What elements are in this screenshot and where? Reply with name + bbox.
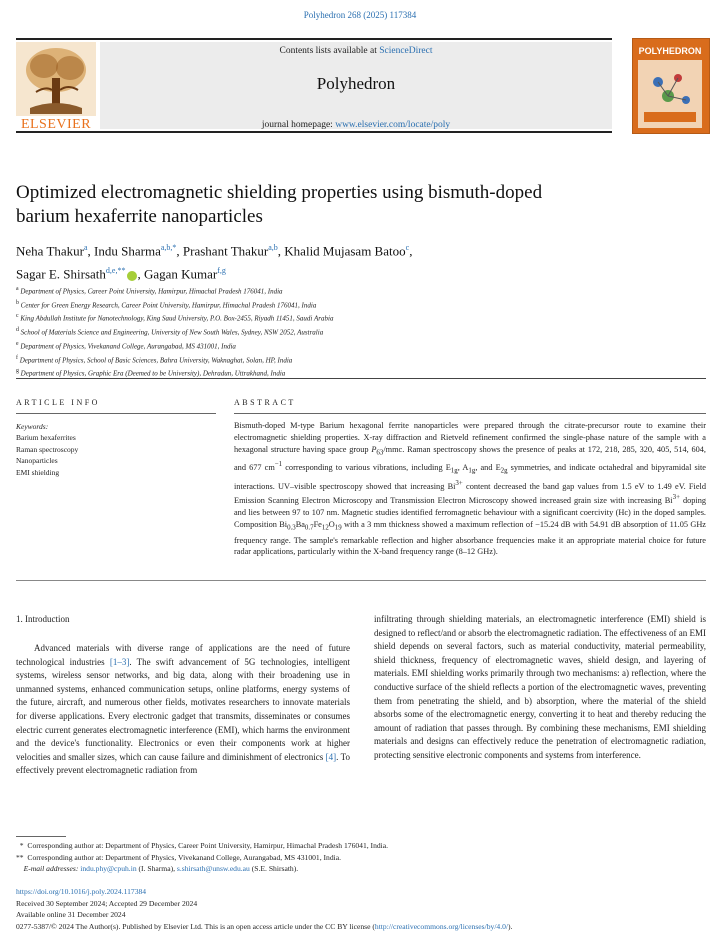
contents-prefix: Contents lists available at	[279, 46, 380, 56]
article-metadata	[16, 886, 716, 932]
author-affil-mark[interactable]: c	[405, 243, 410, 252]
section-divider	[16, 378, 706, 379]
abstract-end-divider	[16, 580, 706, 581]
abstract-rule	[234, 413, 706, 414]
orcid-icon[interactable]	[127, 271, 137, 281]
author[interactable]: Indu Sharma	[94, 243, 161, 259]
available-online: Available online 31 December 2024	[16, 910, 126, 920]
journal-cover-title: POLYHEDRON	[638, 46, 702, 56]
citation-link[interactable]: [4]	[325, 751, 337, 762]
footnote-corresponding-1: * Corresponding author at: Department of Physics, Career Point University, Hamirpur, Himachal Pradesh 176041, India.	[19, 841, 389, 850]
author-separator: ,	[137, 266, 144, 282]
title-line-1: Optimized electromagnetic shielding properties using bismuth-doped	[16, 182, 543, 203]
author-affil-mark[interactable]: f,g	[217, 266, 226, 276]
footnote-rule	[16, 836, 66, 837]
footnotes	[16, 840, 706, 875]
cover-art-icon	[638, 60, 702, 128]
sciencedirect-link[interactable]: ScienceDirect	[379, 46, 433, 56]
section-heading-introduction: 1. Introduction	[16, 614, 70, 624]
email-link[interactable]: indu.phy@cpuh.in	[80, 864, 137, 874]
affiliation: $^a$ Department of Physics, Career Point University, Hamirpur, Himachal Pradesh 176041, India	[16, 286, 283, 296]
affiliation: $^g$ Department of Physics, Graphic Era (Deemed to be University), Dehradun, Uttrakhand, India	[16, 368, 286, 378]
abstract-heading: ABSTRACT	[234, 398, 296, 407]
author-affil-mark[interactable]: a	[83, 243, 88, 252]
author-separator: ,	[87, 243, 95, 259]
keywords-list	[16, 432, 78, 478]
article-title	[16, 181, 676, 229]
affiliation: $^e$ Department of Physics, Vivekanand College, Aurangabad, MS 431001, India	[16, 340, 236, 351]
author-affil-mark[interactable]: d,e,**	[105, 266, 126, 276]
journal-homepage	[100, 120, 612, 130]
author[interactable]: Gagan Kumar	[143, 266, 218, 282]
keywords-label: Keywords:	[16, 422, 49, 431]
author[interactable]: Neha Thakur	[16, 243, 84, 259]
footnote-corresponding-2: ** Corresponding author at: Department of Physics, Vivekanand College, Aurangabad, MS 431001, India.	[16, 852, 342, 862]
header-rule-top	[16, 38, 612, 40]
author-separator: ,	[277, 243, 285, 259]
article-info-heading: ARTICLE INFO	[16, 398, 100, 407]
affiliation: $^d$ School of Materials Science and Engineering, University of New South Wales, Sydney, NSW 2052, Australia	[16, 327, 324, 337]
publisher-wordmark: ELSEVIER	[20, 117, 92, 132]
author[interactable]: Prashant Thakur	[182, 243, 269, 259]
author-separator: ,	[176, 243, 183, 259]
author-list	[16, 238, 706, 285]
received-dates: Received 30 September 2024; Accepted 29 December 2024	[16, 898, 198, 908]
intro-column-left: Advanced materials with diverse range of applications are the need of future technological industries [1–3]. The swift advancement of 5G technologies, intelligent systems, wireless sensor networks, and big data, along with their broadening use in unmanned systems, enhanced communication setups, online platforms, energy systems of the future, aircraft, and numerous other fields, motivates researchers to innovate materials for diverse applications. Every electronic gadget that transmits, disseminates or consumes electric current generates electromagnetic interference (EMI), which harms the environment and the device's functionality. Electronics or even their components work at higher velocities and smaller sizes, which can cause failure and diminishment of electronics [4]. To effectively prevent electromagnetic radiation from	[16, 643, 351, 776]
license-link[interactable]: http://creativecommons.org/licenses/by/4.0/	[374, 921, 509, 931]
homepage-prefix: journal homepage:	[261, 120, 336, 130]
header-rule-bottom	[16, 131, 612, 133]
license-line: 0277-5387/© 2024 The Author(s). Published by Elsevier Ltd. This is an open access article under the CC BY license (http://creativecommons.org/licenses/by/4.0/).	[16, 921, 513, 931]
keyword: Nanoparticles	[16, 456, 58, 465]
citation-link[interactable]: [1–3]	[109, 656, 130, 667]
author[interactable]: Sagar E. Shirsath	[16, 266, 106, 282]
keyword: Raman spectroscopy	[16, 444, 79, 454]
author-separator: ,	[409, 243, 413, 259]
affiliation: $^f$ Department of Physics, School of Basic Sciences, Bahra University, Waknaghat, Solan, HP, India	[16, 354, 293, 364]
affiliation-list	[16, 284, 706, 380]
journal-reference[interactable]: Polyhedron 268 (2025) 117384	[303, 10, 417, 20]
affiliation: $^b$ Center for Green Energy Research, Career Point University, Hamirpur, Himachal Pradesh 176041, India	[16, 299, 317, 310]
journal-name: Polyhedron	[316, 74, 396, 93]
title-line-2: barium hexaferrite nanoparticles	[16, 206, 263, 227]
keyword: Barium hexaferrites	[16, 433, 76, 442]
homepage-link[interactable]: www.elsevier.com/locate/poly	[335, 120, 451, 130]
author-affil-mark[interactable]: a,b,*	[160, 243, 177, 252]
contents-line	[100, 46, 612, 56]
abstract-text: Bismuth-doped M-type Barium hexagonal ferrite nanoparticles were prepared through the citrate-precursor route to examine their electromagnetic shielding properties. X-ray diffraction and Rietveld refinement confirmed the single-phase nature of the sample with a hexagonal structure having space group $P_{63}$/mmc. Raman spectroscopy shows the presence of peaks at 172, 218, 285, 320, 405, 514, 604, and 677 $cm^{-1}$ corresponding to various vibrations, including $E_{1g}$, $A_{1g}$, and $E_{2g}$ symmetries, and indicate octahedral and bipyramidal site interactions. UV–visible spectroscopy showed that increasing $Bi^{3+}$ content decreased the band gap values from 1.5 eV to 1.49 eV. Field Emission Scanning Electron Microscopy and Transmission Electron Microscopy showed increased grain size with increasing $Bi^{3+}$ doping and lies between 97 to 107 nm. Magnetic studies identified ferromagnetic behaviour with a significant coercivity (Hc) in the doped samples. Composition $Bi_{0.3}Ba_{0.7}Fe_{12}O_{19}$ with a 3 mm thickness showed a maximum reflection of −15.24 dB with 54.91 dB absorption of 11.05 GHz frequency range. The sample's remarkable reflection and higher absorbance frequencies make it an appropriate material choice for future radar applications, particularly within the X-band frequency range (8–12 GHz).	[234, 421, 707, 557]
footnote-emails: E-mail addresses: indu.phy@cpuh.in (I. Sharma), s.shirsath@unsw.edu.au (S.E. Shirsath).	[23, 864, 299, 874]
author[interactable]: Khalid Mujasam Batoo	[284, 243, 406, 259]
intro-column-right: infiltrating through shielding materials, an electromagnetic interference (EMI) shield is designed to reflect/and or absorb the electromagnetic radiation. The effectiveness of an EMI shield depends on several factors, such as material conductivity, material permeability, shield thickness, frequency of electromagnetic waves, shield design, and layering of materials. EMI shielding works primarily through two mechanisms: a) reflection, where the conductive surface of the shield reflects a portion of the electromagnetic waves, preventing them from penetrating the shield, and b) absorption, where the material of the shield absorbs some of the electromagnetic energy, converting it to heat and thereby reducing the amount of radiation that passes through. By combining these mechanisms, EMI shielding materials and designs can effectively reduce the penetration of electromagnetic radiation, protecting sensitive electronic components and systems from interference.	[374, 614, 706, 760]
affiliation: $^c$ King Abdullah Institute for Nanotechnology, King Saud University, P.O. Box-2455, Riyadh 11451, Saudi Arabia	[16, 313, 334, 323]
keyword: EMI shielding	[16, 467, 60, 477]
article-info-rule	[16, 413, 216, 414]
author-affil-mark[interactable]: a,b	[268, 243, 278, 252]
email-link[interactable]: s.shirsath@unsw.edu.au	[176, 864, 250, 874]
doi-link[interactable]: https://doi.org/10.1016/j.poly.2024.117384	[16, 887, 147, 896]
